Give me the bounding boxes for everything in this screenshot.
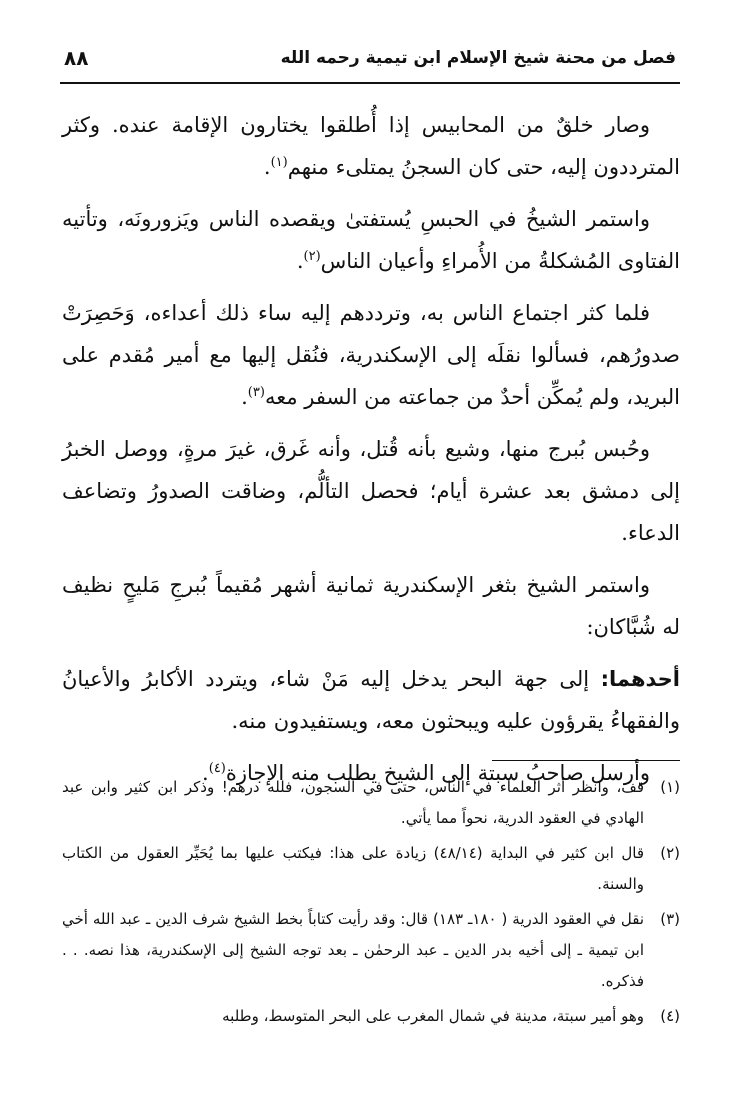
paragraph-4: وحُبس بُبرج منها، وشيع بأنه قُتل، وأنه غَرق، غيرَ مرةٍ، ووصل الخبرُ إلى دمشق بعد عشرة أيام؛ فحصل التألُّم، وضاقت الصدورُ وتضاعف الدعاء. <box>62 437 680 545</box>
header-rule <box>60 82 680 84</box>
footnotes <box>62 772 680 1036</box>
footnote-number: (٣) <box>660 910 680 928</box>
footnote-text: وهو أمير سبتة، مدينة في شمال المغرب على البحر المتوسط، وطلبه <box>222 1007 644 1025</box>
paragraph-5: واستمر الشيخ بثغر الإسكندرية ثمانية أشهر مُقيماً بُبرجِ مَليحٍ نظيف له شُبَّاكان: <box>62 573 680 639</box>
footnote-4 <box>62 1001 680 1032</box>
footnote-text: نقل في العقود الدرية ( ١٨٠ـ ١٨٣) قال: وقد رأيت كتاباً بخط الشيخ شرف الدين ـ عبد الله أخي ابن تيمية ـ إلى أخيه بدر الدين ـ عبد الرحمٰن ـ بعد توجه الشيخ إلى الإسكندرية، هذا نصه. . . فذكره. <box>62 910 644 990</box>
footnote-ref-4[interactable]: (٤) <box>208 761 226 776</box>
footnote-ref-2[interactable]: (٢) <box>303 249 321 264</box>
page-number: ٨٨ <box>64 46 89 70</box>
footnote-number: (١) <box>660 778 680 796</box>
paragraph-3: فلما كثر اجتماع الناس به، وترددهم إليه ساء ذلك أعداءه، وَحَصِرَتْ صدورُهم، فسألوا نقلَه إلى الإسكندرية، فنُقل إليها مع أمير مُقدم على البريد، ولم يُمكِّن أحدٌ من جماعته من السفر معه$^{(٣)}$. <box>62 301 680 409</box>
footnote-rule <box>492 760 680 761</box>
footnote-text: قال ابن كثير في البداية (٤٨/١٤) زيادة على هذا: فيكتب عليها بما يُحَيِّر العقول من الكتاب والسنة. <box>62 844 644 893</box>
main-text <box>62 104 680 804</box>
running-header <box>64 46 676 80</box>
paragraph-6: أحدهما: إلى جهة البحر يدخل إليه مَنْ شاء، ويتردد الأكابرُ والأعيانُ والفقهاءُ يقرؤون عليه ويبحثون معه، ويستفيدون منه. <box>62 667 680 733</box>
footnote-ref-1[interactable]: (١) <box>270 155 288 170</box>
footnote-3 <box>62 904 680 997</box>
footnote-ref-3[interactable]: (٣) <box>247 385 265 400</box>
lead-word: أحدهما: <box>600 667 680 691</box>
footnote-1 <box>62 772 680 834</box>
footnote-number: (٢) <box>660 844 680 862</box>
footnote-text: قف، وانظر أثر العلماء في الناس، حتى في السجون، فلله درهم! وذكر ابن كثير وابن عبد الهادي في العقود الدرية، نحواً مما يأتي. <box>62 778 644 827</box>
paragraph-2: واستمر الشيخُ في الحبسِ يُستفتىٰ ويقصده الناس ويَزورونَه، وتأتيه الفتاوى المُشكلةُ من الأُمراءِ وأعيان الناس$^{(٢)}$. <box>62 207 680 273</box>
footnote-2 <box>62 838 680 900</box>
paragraph-7: وأرسل صاحبُ سبتة إلى الشيخ يطلب منه الإجازة$^{(٤)}$. <box>202 761 650 785</box>
paragraph-1: وصار خلقٌ من المحابيس إذا أُطلقوا يختارون الإقامة عنده. وكثر المترددون إليه، حتى كان السجنُ يمتلىء منهم$^{(١)}$. <box>62 113 680 179</box>
footnote-number: (٤) <box>660 1007 680 1025</box>
header-title: فصل من محنة شيخ الإسلام ابن تيمية رحمه الله <box>280 48 676 68</box>
